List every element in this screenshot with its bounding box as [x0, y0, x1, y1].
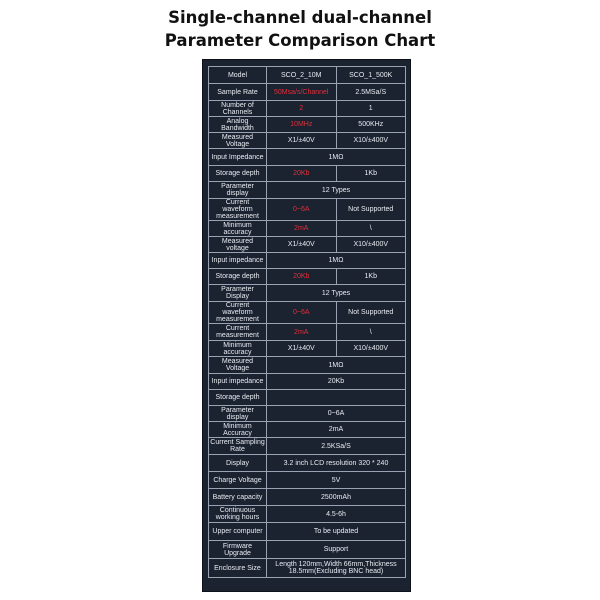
table-row: [209, 182, 406, 199]
table-row: [209, 559, 406, 578]
table-row: [209, 374, 406, 390]
row-value-model-1: 10MHz: [267, 117, 337, 133]
row-value-shared: 1MΩ: [267, 253, 406, 269]
row-value-model-1: X1/±40V: [267, 341, 337, 357]
table-row: [209, 324, 406, 341]
row-value-model-2: 1Kb: [336, 166, 406, 182]
table-row: [209, 237, 406, 253]
row-label: Charge Voltage: [209, 472, 267, 489]
row-label: Minimum Accuracy: [209, 422, 267, 438]
row-value-model-1: 20Kb: [267, 166, 337, 182]
row-value-shared: [267, 390, 406, 406]
row-value-model-1: 0~6A: [267, 199, 337, 221]
table-row: [209, 472, 406, 489]
table-row: [209, 133, 406, 149]
row-value-model-2: \: [336, 221, 406, 237]
row-label: Measured Voltage: [209, 133, 267, 149]
header-label: Model: [209, 67, 267, 84]
table-row: [209, 357, 406, 374]
row-label: Current Sampling Rate: [210, 439, 265, 453]
row-label: Input Impedance: [209, 149, 267, 166]
title-line-1: Single-channel dual-channel: [168, 8, 432, 27]
table-header-row: [209, 67, 406, 84]
table-row: [209, 455, 406, 472]
row-value-shared: 1MΩ: [267, 149, 406, 166]
row-label: Number of Channels: [209, 101, 267, 117]
table-row: [209, 199, 406, 221]
row-value-model-2: Not Supported: [336, 302, 406, 324]
row-value-shared: 2mA: [267, 422, 406, 438]
table-row: [209, 506, 406, 523]
table-row: [209, 341, 406, 357]
chart-title: [0, 6, 600, 52]
row-label: Storage depth: [209, 390, 267, 406]
table-row: [209, 422, 406, 438]
table-row: [209, 269, 406, 285]
comparison-table: [208, 66, 406, 578]
row-label: Display: [209, 455, 267, 472]
row-label: Battery capacity: [209, 489, 267, 506]
row-label: Input impedance: [209, 253, 267, 269]
row-label: Parameter display: [209, 406, 267, 422]
table-row: [209, 541, 406, 559]
row-value-shared: 20Kb: [267, 374, 406, 390]
header-model-2: SCO_1_500K: [336, 67, 406, 84]
spec-panel: [202, 59, 411, 592]
table-row: [209, 101, 406, 117]
row-value-model-2: 1Kb: [336, 269, 406, 285]
row-value-model-2: \: [336, 324, 406, 341]
row-value-shared: Length 120mm,Width 66mm,Thickness 18.5mm(Excluding BNC head): [267, 559, 406, 578]
table-row: [209, 438, 406, 455]
row-value-model-1: X1/±40V: [267, 237, 337, 253]
table-row: [209, 221, 406, 237]
table-row: [209, 149, 406, 166]
row-value-model-2: Not Supported: [336, 199, 406, 221]
row-label: Current waveform measurement: [209, 302, 267, 324]
row-value-model-1: 50Msa/s/Channel: [267, 84, 337, 101]
table-row: [209, 489, 406, 506]
row-value-shared: To be updated: [267, 523, 406, 541]
row-label: Minimum accuracy: [209, 341, 267, 357]
row-value-model-1: 2mA: [267, 324, 337, 341]
row-label: Parameter display: [209, 182, 267, 199]
row-label: Sample Rate: [209, 84, 267, 101]
row-value-model-2: X10/±400V: [336, 133, 406, 149]
table-row: [209, 117, 406, 133]
table-row: [209, 84, 406, 101]
row-label: Firmware Upgrade: [209, 541, 267, 559]
row-value-shared: 3.2 inch LCD resolution 320 * 240: [267, 455, 406, 472]
row-label: Input impedance: [209, 374, 267, 390]
row-value-shared: 2.5KSa/S: [267, 438, 406, 455]
table-row: [209, 253, 406, 269]
row-value-model-1: 20Kb: [267, 269, 337, 285]
header-model-1: SCO_2_10M: [267, 67, 337, 84]
row-value-shared: 5V: [267, 472, 406, 489]
row-value-model-2: X10/±400V: [336, 341, 406, 357]
table-row: [209, 390, 406, 406]
row-value-model-1: X1/±40V: [267, 133, 337, 149]
row-value-model-1: 2: [267, 101, 337, 117]
table-row: [209, 406, 406, 422]
row-value-shared: 12 Types: [267, 285, 406, 302]
row-label: Measured Voltage: [209, 357, 267, 374]
row-value-model-2: 2.5MSa/S: [336, 84, 406, 101]
row-value-model-1: 0~6A: [267, 302, 337, 324]
row-value-shared: Support: [267, 541, 406, 559]
row-label: Measured voltage: [209, 237, 267, 253]
row-label: Analog Bandwidth: [209, 117, 267, 133]
row-value-model-2: 500KHz: [336, 117, 406, 133]
row-label: Storage depth: [209, 269, 267, 285]
row-value-model-1: 2mA: [267, 221, 337, 237]
row-label: Enclosure Size: [209, 559, 267, 578]
row-label: Current measurement: [209, 324, 267, 341]
row-label: Parameter Display: [209, 285, 267, 302]
row-label: Minimum accuracy: [209, 221, 267, 237]
table-row: [209, 285, 406, 302]
table-row: [209, 302, 406, 324]
row-value-shared: 2500mAh: [267, 489, 406, 506]
row-value-shared: 4.5-6h: [267, 506, 406, 523]
row-label: Upper computer: [209, 523, 267, 541]
title-line-2: Parameter Comparison Chart: [164, 31, 436, 50]
row-value-shared: 1MΩ: [267, 357, 406, 374]
row-value-model-2: X10/±400V: [336, 237, 406, 253]
row-value-model-2: 1: [336, 101, 406, 117]
row-label: Current waveform measurement: [209, 199, 267, 221]
table-row: [209, 166, 406, 182]
row-value-shared: 0~6A: [267, 406, 406, 422]
row-label: Storage depth: [209, 166, 267, 182]
row-value-shared: 12 Types: [267, 182, 406, 199]
table-row: [209, 523, 406, 541]
row-label: Continuous working hours: [209, 506, 267, 523]
